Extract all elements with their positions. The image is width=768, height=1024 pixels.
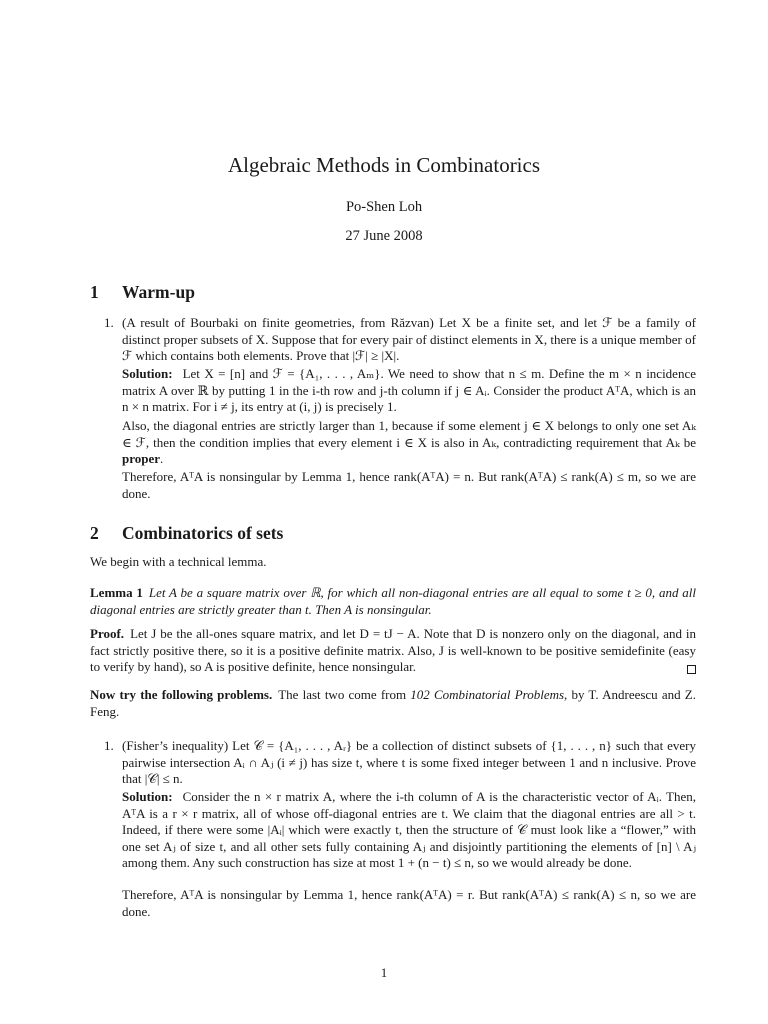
section-heading-sets <box>90 523 283 544</box>
fisher-solution <box>122 789 696 872</box>
list-marker: 1. <box>104 315 114 330</box>
lemma-proof <box>90 626 696 676</box>
page-number: 1 <box>380 965 388 980</box>
book-title: 102 Combinatorial Problems <box>410 687 565 702</box>
doc-date: 27 June 2008 <box>345 228 423 244</box>
doc-author: Po-Shen Loh <box>345 199 423 215</box>
paragraph-text: Also, the diagonal entries are strictly larger than 1, because if some element j ∈ X belongs to only one set Aₖ ∈ ℱ, then the condition implies that every element i ∈ X is also in Aₖ, contradicting requirement that Aₖ be <box>122 418 696 450</box>
solution-label: Solution: <box>122 789 173 804</box>
problems-intro <box>90 687 696 720</box>
emphasis-proper: proper <box>122 451 161 466</box>
section-number: 2 <box>90 523 99 543</box>
problems-text-end: , by T. Andreescu and Z. Feng. <box>90 687 696 719</box>
problems-label: Now try the following problems. <box>90 687 273 702</box>
sets-intro: We begin with a technical lemma. <box>90 554 267 569</box>
section-title: Warm-up <box>122 282 195 302</box>
solution-label: Solution: <box>122 366 173 381</box>
fisher-problem: (Fisher’s inequality) Let 𝒞 = {A₁, . . . , Aᵣ} be a collection of distinct subsets of {1, . . . , n} such that every pairwise intersection Aᵢ ∩ Aⱼ (i ≠ j) has size t, where t is some fixed integer between 1 and n inclusive. Prove that |𝒞| ≤ n. <box>122 738 696 786</box>
fisher-conclusion: Therefore, AᵀA is nonsingular by Lemma 1, hence rank(AᵀA) = r. But rank(AᵀA) ≤ rank(A) ≤ n, so we are done. <box>122 887 696 919</box>
doc-title: Algebraic Methods in Combinatorics <box>227 153 541 177</box>
problems-text: The last two come from <box>278 687 407 702</box>
warmup-problem: (A result of Bourbaki on finite geometries, from Răzvan) Let X be a finite set, and let ℱ be a family of distinct proper subsets of X. Suppose that for every pair of distinct elements in X, there is a unique member of ℱ which contains both elements. Prove that |ℱ| ≥ |X|. <box>122 315 696 363</box>
solution-text: Let X = [n] and ℱ = {A₁, . . . , Aₘ}. We need to show that n ≤ m. Define the m × n incidence matrix A over ℝ by putting 1 in the i-th row and j-th column if j ∈ Aᵢ. Consider the product AᵀA, which is an n × n matrix. For i ≠ j, its entry at (i, j) is precisely 1. <box>122 366 696 414</box>
proof-text: Let J be the all-ones square matrix, and let D = tJ − A. Note that D is nonzero only on the diagonal, and in fact strictly positive there, so it is a positive definite matrix. Also, J is well-known to be positive semidefinite (easy to verify by hand), so A is positive definite, hence nonsingular. <box>90 626 696 674</box>
lemma-text: Let A be a square matrix over ℝ, for which all non-diagonal entries are all equal to some t ≥ 0, and all diagonal entries are strictly greater than t. Then A is nonsingular. <box>90 585 696 617</box>
solution-text: Consider the n × r matrix A, where the i-th column of A is the characteristic vector of Aᵢ. Then, AᵀA is a r × r matrix, all of whose off-diagonal entries are t. We claim that the diagonal entries are all > t. Indeed, if there were some |Aᵢ| which were exactly t, then the structure of 𝒞 must look like a “flower,” with one set Aⱼ of size t, and all other sets fully containing Aⱼ and disjointly partitioning the elements of [n] \ Aⱼ among them. Any such construction has size at most 1 + (n − t) ≤ n, so we would already be done. <box>122 789 696 870</box>
section-title: Combinatorics of sets <box>122 523 284 543</box>
lemma-1 <box>90 585 696 618</box>
lemma-label: Lemma 1 <box>90 585 143 600</box>
paragraph-end: . <box>160 451 164 466</box>
section-heading-warmup <box>90 282 195 303</box>
section-number: 1 <box>90 282 99 302</box>
warmup-conclusion: Therefore, AᵀA is nonsingular by Lemma 1, hence rank(AᵀA) = n. But rank(AᵀA) ≤ rank(A) ≤ m, so we are done. <box>122 469 696 501</box>
proof-label: Proof. <box>90 626 125 641</box>
warmup-diagonal-paragraph <box>122 418 696 468</box>
warmup-solution <box>122 366 696 416</box>
list-marker: 1. <box>104 738 114 753</box>
qed-square-icon <box>687 665 696 674</box>
